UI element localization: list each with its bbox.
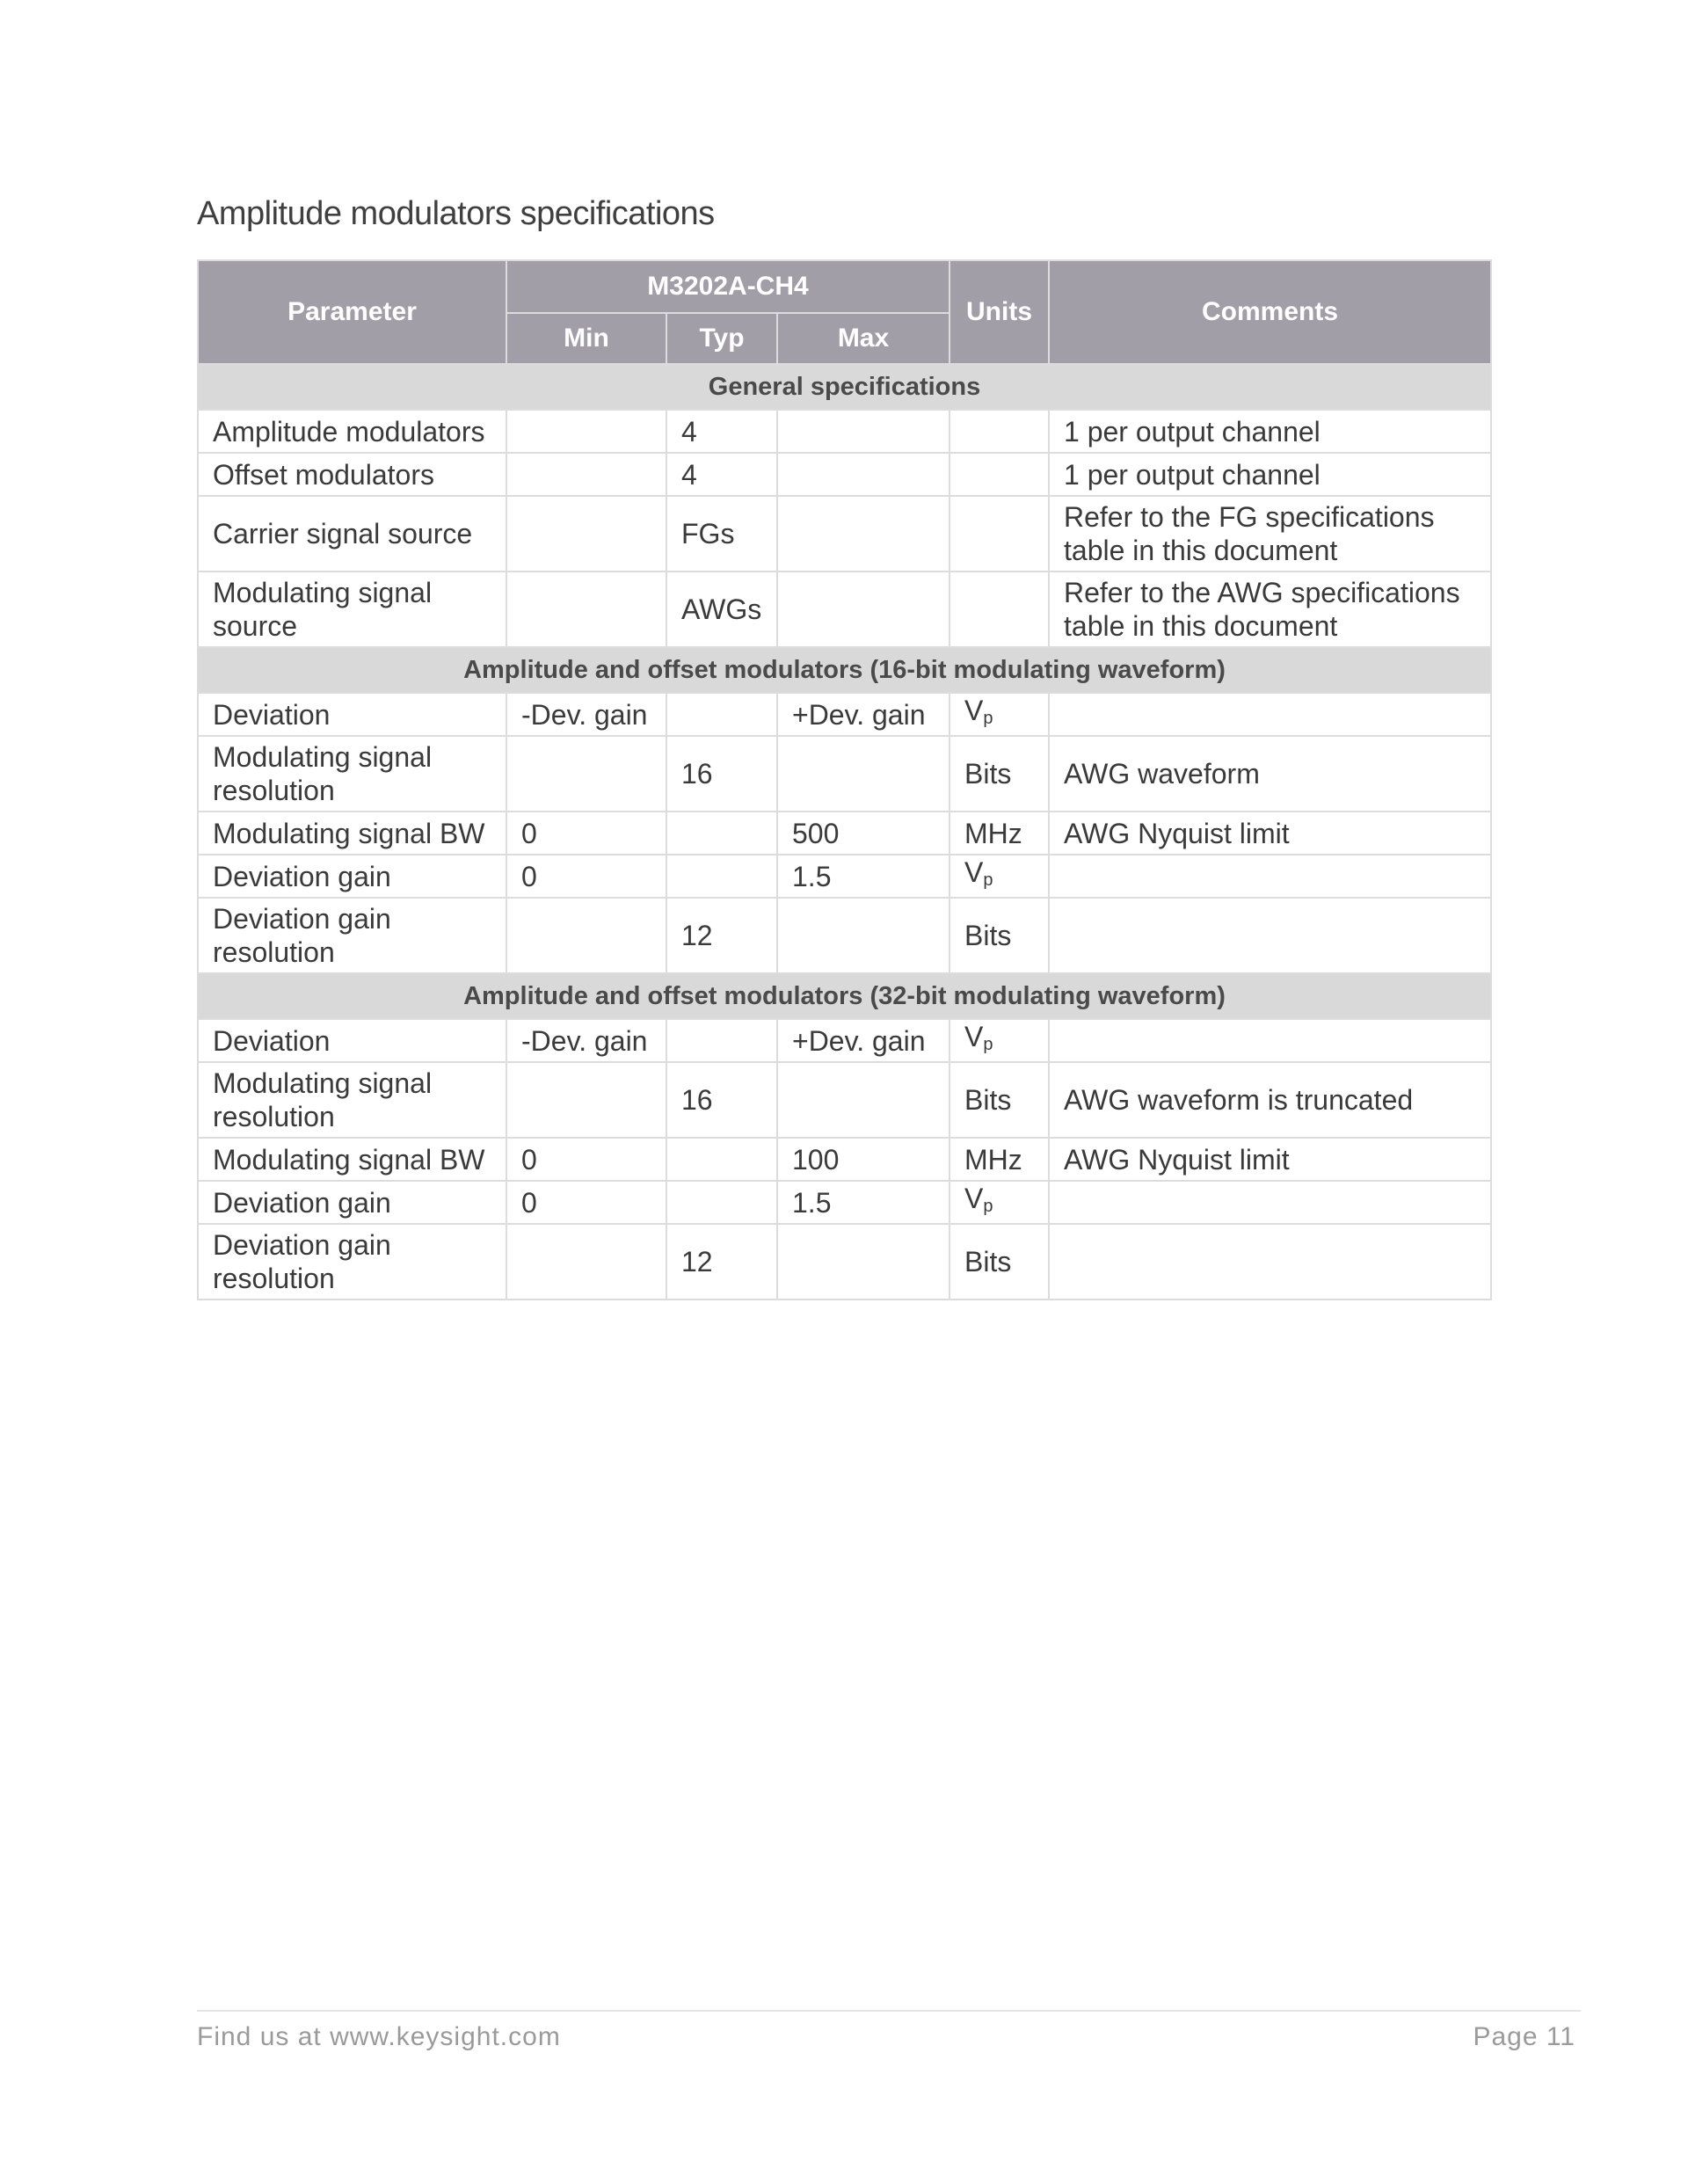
cell-units: Vp [950,1019,1049,1062]
cell-max [777,410,950,453]
cell-parameter: Deviation [198,1019,506,1062]
cell-max [777,571,950,647]
cell-parameter: Deviation gain [198,1181,506,1224]
footer-divider [197,2010,1581,2012]
cell-min [506,571,666,647]
cell-parameter: Modulating signal source [198,571,506,647]
cell-parameter: Deviation [198,693,506,736]
cell-max [777,1224,950,1299]
footer-page-number: Page 11 [1473,2022,1575,2051]
cell-comments: 1 per output channel [1049,410,1491,453]
cell-comments [1049,1224,1491,1299]
table-row [198,693,1491,736]
cell-units: Vp [950,855,1049,898]
cell-parameter: Offset modulators [198,453,506,496]
header-max: Max [777,313,950,364]
cell-typ: 16 [666,736,777,812]
cell-units: MHz [950,1138,1049,1181]
cell-min [506,496,666,571]
footer-website: Find us at www.keysight.com [197,2022,561,2051]
cell-parameter: Deviation gain resolution [198,1224,506,1299]
section-row [198,647,1491,693]
table-header [198,260,1491,364]
header-units: Units [950,260,1049,364]
table-row [198,855,1491,898]
cell-min [506,453,666,496]
cell-units: Bits [950,736,1049,812]
table-row [198,1224,1491,1299]
cell-typ [666,855,777,898]
cell-typ [666,1138,777,1181]
section-title: Amplitude and offset modulators (16-bit modulating waveform) [198,647,1491,693]
cell-comments [1049,1181,1491,1224]
header-typ: Typ [666,313,777,364]
cell-max: 500 [777,812,950,855]
table-body [198,364,1491,1299]
section-title: Amplitude and offset modulators (32-bit modulating waveform) [198,973,1491,1019]
cell-min [506,410,666,453]
header-parameter: Parameter [198,260,506,364]
cell-units [950,496,1049,571]
cell-max [777,736,950,812]
table-row [198,1019,1491,1062]
cell-typ [666,693,777,736]
cell-min: -Dev. gain [506,693,666,736]
cell-comments: AWG Nyquist limit [1049,812,1491,855]
specifications-table [197,259,1492,1300]
cell-max [777,453,950,496]
cell-parameter: Carrier signal source [198,496,506,571]
cell-units [950,453,1049,496]
cell-parameter: Modulating signal BW [198,812,506,855]
cell-comments [1049,1019,1491,1062]
cell-parameter: Deviation gain resolution [198,898,506,973]
cell-units: Bits [950,1224,1049,1299]
table-row [198,410,1491,453]
page-title: Amplitude modulators specifications [197,195,715,232]
table-row [198,571,1491,647]
cell-min [506,1062,666,1138]
cell-units: Bits [950,1062,1049,1138]
cell-typ: AWGs [666,571,777,647]
cell-max: 1.5 [777,1181,950,1224]
header-comments: Comments [1049,260,1491,364]
cell-comments: AWG waveform [1049,736,1491,812]
table-row [198,453,1491,496]
cell-typ: 12 [666,1224,777,1299]
table-row [198,1181,1491,1224]
cell-max: +Dev. gain [777,1019,950,1062]
cell-typ [666,812,777,855]
cell-parameter: Modulating signal resolution [198,736,506,812]
cell-comments: Refer to the FG specifications table in this document [1049,496,1491,571]
cell-max [777,898,950,973]
table-row [198,736,1491,812]
cell-units [950,571,1049,647]
cell-units: Vp [950,1181,1049,1224]
cell-parameter: Amplitude modulators [198,410,506,453]
cell-min [506,736,666,812]
cell-typ: 4 [666,410,777,453]
cell-min [506,1224,666,1299]
cell-min: -Dev. gain [506,1019,666,1062]
cell-min [506,898,666,973]
cell-min: 0 [506,855,666,898]
cell-max [777,496,950,571]
cell-typ: FGs [666,496,777,571]
cell-parameter: Modulating signal resolution [198,1062,506,1138]
cell-max: 100 [777,1138,950,1181]
cell-units: Vp [950,693,1049,736]
header-model: M3202A-CH4 [506,260,950,313]
cell-typ [666,1019,777,1062]
cell-parameter: Modulating signal BW [198,1138,506,1181]
cell-comments: AWG waveform is truncated [1049,1062,1491,1138]
cell-max: 1.5 [777,855,950,898]
table-row [198,496,1491,571]
section-row [198,364,1491,410]
section-row [198,973,1491,1019]
table-row [198,898,1491,973]
cell-parameter: Deviation gain [198,855,506,898]
cell-typ [666,1181,777,1224]
cell-max: +Dev. gain [777,693,950,736]
cell-comments: Refer to the AWG specifications table in this document [1049,571,1491,647]
cell-typ: 16 [666,1062,777,1138]
cell-comments: 1 per output channel [1049,453,1491,496]
section-title: General specifications [198,364,1491,410]
cell-comments: AWG Nyquist limit [1049,1138,1491,1181]
cell-comments [1049,898,1491,973]
cell-max [777,1062,950,1138]
header-min: Min [506,313,666,364]
table-row [198,812,1491,855]
cell-typ: 12 [666,898,777,973]
cell-units: MHz [950,812,1049,855]
cell-min: 0 [506,812,666,855]
cell-comments [1049,855,1491,898]
cell-min: 0 [506,1138,666,1181]
cell-typ: 4 [666,453,777,496]
cell-units: Bits [950,898,1049,973]
cell-units [950,410,1049,453]
cell-min: 0 [506,1181,666,1224]
table-row [198,1138,1491,1181]
cell-comments [1049,693,1491,736]
table-row [198,1062,1491,1138]
